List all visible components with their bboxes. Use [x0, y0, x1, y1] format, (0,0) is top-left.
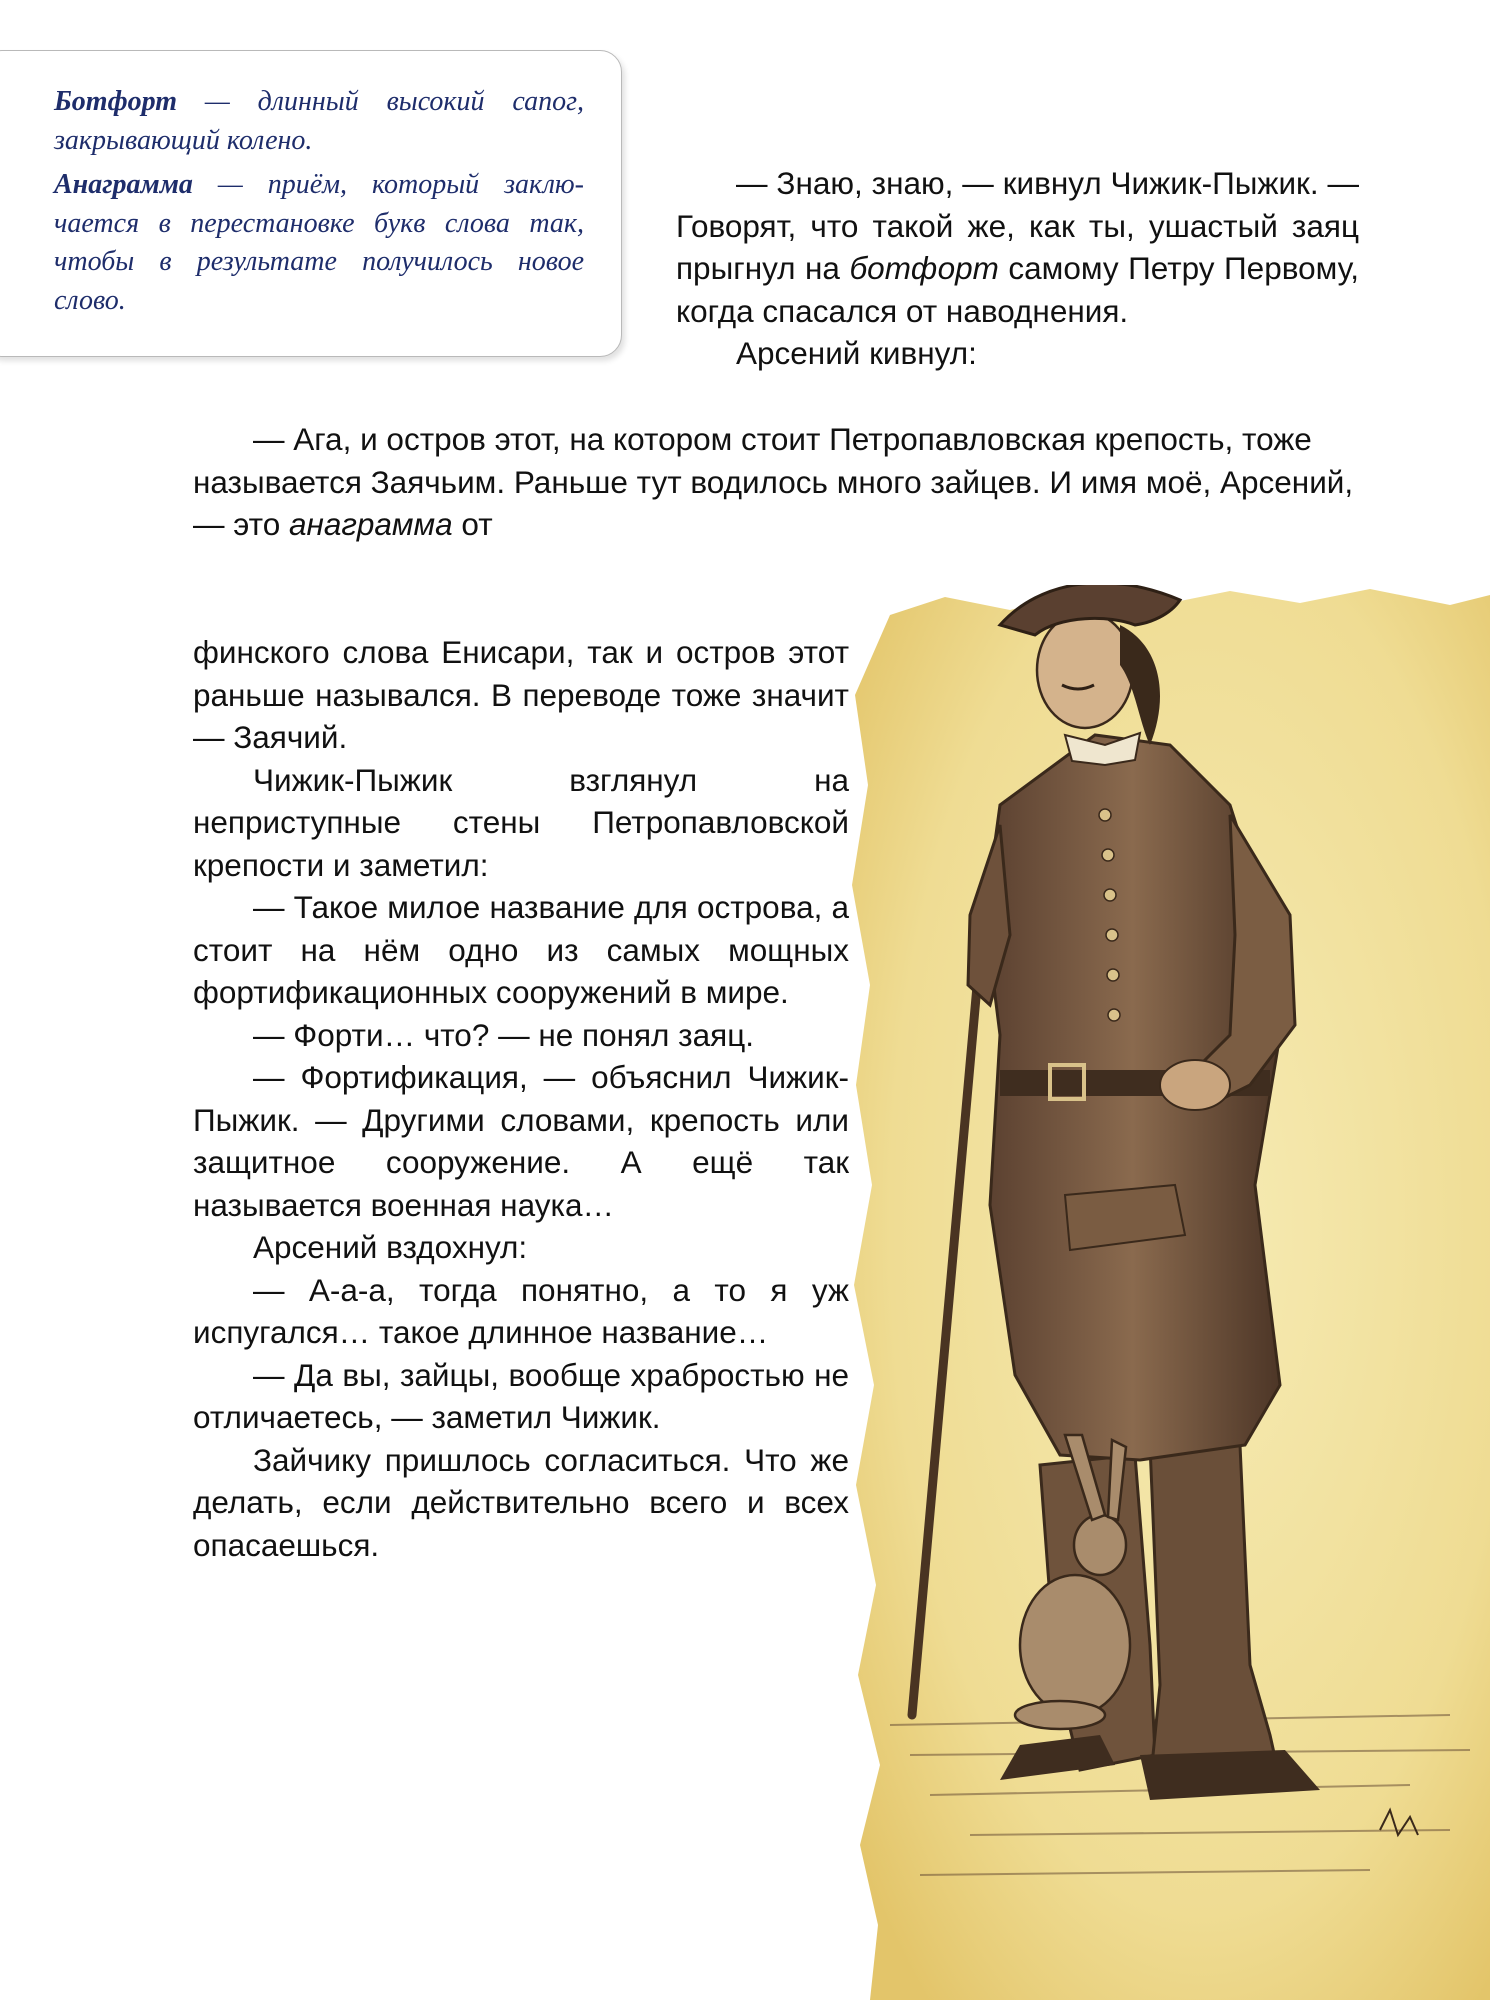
- paragraph: Арсений кивнул:: [736, 335, 977, 371]
- paragraph: — Форти… что? — не понял заяц.: [253, 1016, 754, 1053]
- glossary-box: [0, 50, 622, 357]
- text-column-top: [676, 162, 1359, 375]
- text-column-middle: [193, 418, 1359, 546]
- paragraph: — А-а-а, тогда понятно, а то я уж испугался… такое длинное название…: [193, 1271, 849, 1350]
- paragraph: финского слова Енисари, так и остров этот раньше назывался. В переводе тоже значит — Заячий.: [193, 634, 849, 755]
- glossary-entry-anagramma: [54, 166, 584, 320]
- glossary-entry-botfort: [54, 83, 584, 160]
- paragraph: Чижик-Пыжик взглянул на неприступные стены Петропавловской крепости и заметил:: [193, 761, 849, 883]
- peter-the-great-illustration: [850, 585, 1490, 2000]
- face: [1037, 612, 1133, 728]
- paragraph: — Ага, и остров этот, на котором стоит Петропавловская крепость, тоже называется Заячьим. Раньше тут водилось много зайцев. И имя моё, Арсений, — это анаграмма от: [193, 421, 1354, 542]
- glossary-definition: — приём, который заключается в перестановке букв слова так, чтобы в результате получилось новое слово.: [54, 169, 584, 316]
- paragraph: Зайчику пришлось согласиться. Что же делать, если действительно всего и всех опасаешься.: [193, 1441, 849, 1563]
- paragraph: Арсений вздохнул:: [253, 1229, 528, 1265]
- glossary-definition: — длинный высокий сапог, закрывающий колено.: [54, 86, 584, 156]
- glossary-content: [54, 83, 584, 326]
- paragraph: — Знаю, знаю, — кивнул Чижик-Пыжик. — Говорят, что такой же, как ты, ушастый заяц прыгнул на ботфорт самому Петру Первому, когда спасался от наводнения.: [676, 165, 1359, 329]
- text-column-left: [193, 631, 849, 1566]
- hand: [1160, 1060, 1230, 1110]
- paragraph: — Такое милое название для острова, а стоит на нём одно из самых мощных фортификационных сооружений в мире.: [193, 889, 849, 1010]
- glossary-term: Анаграмма: [54, 169, 193, 200]
- paragraph: — Фортификация, — объяснил Чижик-Пыжик. — Другими словами, крепость или защитное сооружение. А ещё так называется военная наука…: [193, 1059, 849, 1223]
- term-botfort: ботфорт: [849, 250, 999, 286]
- term-anagramma: анаграмма: [288, 506, 453, 542]
- glossary-term: Ботфорт: [54, 86, 178, 117]
- paragraph: — Да вы, зайцы, вообще храбростью не отличаетесь, — заметил Чижик.: [193, 1356, 849, 1435]
